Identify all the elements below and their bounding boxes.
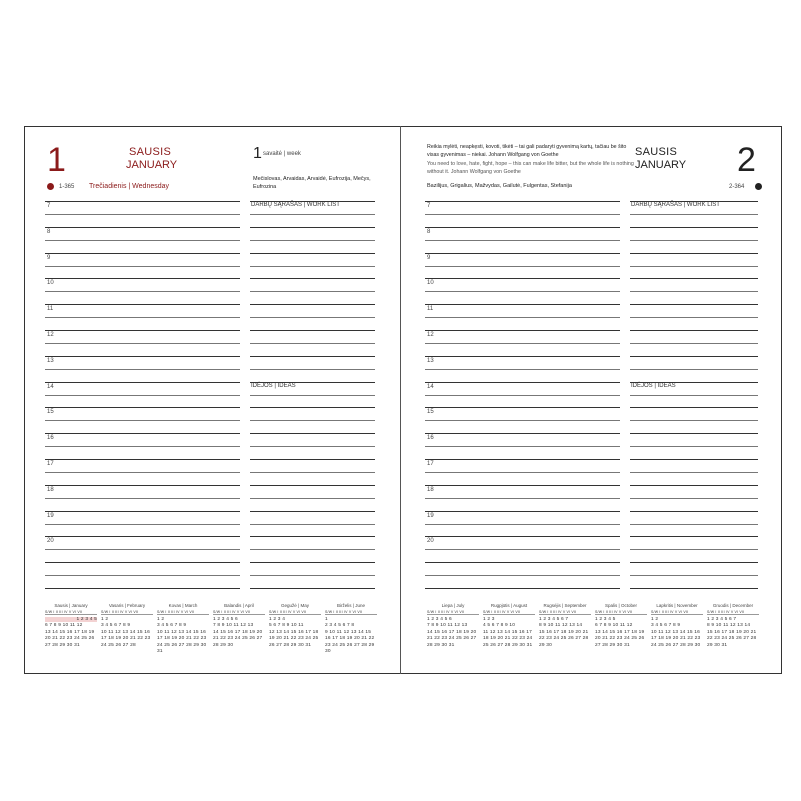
writing-line bbox=[630, 214, 758, 215]
mini-calendar-weekdays: S/W I II III IV V VI VII bbox=[101, 610, 153, 615]
diary-spread bbox=[24, 126, 782, 674]
writing-line bbox=[630, 304, 758, 305]
writing-line bbox=[630, 511, 758, 512]
writing-line bbox=[45, 382, 240, 383]
mini-calendar-title: Balandis | April bbox=[224, 603, 254, 608]
namedays: Bazilijus, Grigalius, Mažvydas, Gailutė, Fulgentas, Stefanija bbox=[427, 183, 572, 189]
hour-label: 9 bbox=[47, 254, 51, 261]
worklist-label: DARBŲ SĄRAŠAS | WORK LIST bbox=[631, 202, 720, 208]
weekday: Trečiadienis | Wednesday bbox=[89, 183, 170, 190]
writing-line bbox=[250, 485, 375, 486]
mini-calendar-weekdays: S/W I II III IV V VI VII bbox=[707, 610, 759, 615]
mini-calendar-week: 4 5 6 7 8 9 10 bbox=[483, 623, 516, 628]
mini-calendar-week: 30 bbox=[325, 649, 331, 654]
writing-line bbox=[45, 407, 240, 408]
writing-line bbox=[250, 201, 375, 202]
writing-line bbox=[425, 459, 620, 460]
writing-line bbox=[630, 524, 758, 525]
writing-line bbox=[45, 253, 240, 254]
mini-calendar-week: 1 2 3 4 5 6 7 bbox=[539, 616, 569, 622]
mini-calendar bbox=[427, 603, 479, 648]
mini-calendar-week: 21 22 23 24 25 26 27 bbox=[427, 636, 477, 641]
mini-calendar-title: Kovas | March bbox=[168, 603, 198, 608]
writing-line bbox=[425, 498, 620, 499]
mini-calendar bbox=[707, 603, 759, 648]
writing-line bbox=[45, 214, 240, 215]
writing-line bbox=[250, 266, 375, 267]
mini-calendar bbox=[269, 603, 321, 648]
mini-calendar-title: Spalis | October bbox=[605, 603, 637, 608]
mini-calendar bbox=[539, 603, 591, 648]
mini-calendar-week: 24 25 26 27 28 bbox=[101, 642, 136, 648]
mini-calendar-week: 29 30 bbox=[539, 642, 553, 648]
mini-calendar-week: 3 4 5 6 7 8 9 bbox=[651, 623, 681, 628]
mini-calendar-week: 15 16 17 18 19 20 21 bbox=[707, 629, 757, 635]
writing-line bbox=[630, 472, 758, 473]
writing-line bbox=[250, 304, 375, 305]
writing-line bbox=[250, 407, 375, 408]
writing-line bbox=[630, 562, 758, 563]
month-en: JANUARY bbox=[635, 159, 687, 171]
writing-line bbox=[630, 253, 758, 254]
writing-line bbox=[250, 382, 375, 383]
writing-line bbox=[45, 356, 240, 357]
mini-calendar-week: 8 9 10 11 12 13 14 bbox=[539, 623, 583, 628]
mini-calendar-title: Vasaris | February bbox=[108, 603, 146, 608]
worklist-label: DARBŲ SĄRAŠAS | WORK LIST bbox=[251, 202, 340, 208]
quote-lt: Reikia mylėti, neapkęsti, kovoti, tikėti – tai gali padaryti gyvenimą kartų, tačiau be šito visas gyvenimas – niekai. Johann Wolfgang von Goethe bbox=[427, 144, 627, 158]
writing-line bbox=[45, 291, 240, 292]
hour-label: 10 bbox=[427, 280, 434, 287]
mini-calendar-week: 13 14 15 16 17 18 19 bbox=[45, 629, 95, 635]
mini-calendar-week: 22 23 24 25 26 27 28 bbox=[707, 636, 757, 641]
writing-line bbox=[630, 317, 758, 318]
mini-calendar-weekdays: S/W I II III IV V VI VII bbox=[539, 610, 591, 615]
mini-calendar bbox=[325, 603, 377, 654]
mini-calendar-weekdays: S/W I II III IV V VI VII bbox=[45, 610, 97, 615]
mini-calendar-week: 5 6 7 8 9 10 11 bbox=[269, 623, 304, 628]
writing-line bbox=[425, 369, 620, 370]
writing-line bbox=[45, 266, 240, 267]
writing-line bbox=[630, 485, 758, 486]
mini-calendar-week: 7 8 9 10 11 12 13 bbox=[213, 623, 254, 628]
mini-calendar-title: Birželis | June bbox=[337, 603, 365, 608]
hour-label: 11 bbox=[47, 306, 54, 313]
writing-line bbox=[630, 369, 758, 370]
hour-label: 8 bbox=[427, 228, 431, 235]
mini-calendar-title: Sausis | January bbox=[54, 603, 88, 608]
day-of-year: 2-364 bbox=[729, 184, 745, 190]
mini-calendar-weekdays: S/W I II III IV V VI VII bbox=[269, 610, 321, 615]
hour-label: 16 bbox=[47, 435, 54, 442]
day-number: 2 bbox=[737, 141, 756, 179]
mini-calendar-week: 20 21 22 23 24 25 26 bbox=[595, 636, 645, 641]
writing-line bbox=[250, 562, 375, 563]
writing-line bbox=[425, 278, 620, 279]
hour-label: 13 bbox=[427, 357, 434, 364]
mini-calendar-week: 7 8 9 10 11 12 13 bbox=[427, 623, 468, 628]
writing-line bbox=[45, 433, 240, 434]
right-page bbox=[403, 127, 781, 672]
writing-line bbox=[630, 536, 758, 537]
writing-line bbox=[425, 575, 620, 576]
mini-calendar-week: 1 2 3 4 5 bbox=[595, 616, 616, 622]
writing-line bbox=[250, 588, 375, 589]
mini-calendar bbox=[595, 603, 647, 648]
writing-line bbox=[45, 536, 240, 537]
writing-line bbox=[630, 343, 758, 344]
mini-calendar-week: 17 18 19 20 21 22 23 bbox=[101, 636, 151, 641]
writing-line bbox=[425, 227, 620, 228]
hour-label: 9 bbox=[427, 254, 431, 261]
writing-line bbox=[425, 395, 620, 396]
writing-line bbox=[630, 498, 758, 499]
mini-calendar-week: 1 2 bbox=[157, 616, 165, 622]
mini-calendar-week: 1 2 3 4 5 6 7 bbox=[707, 616, 737, 622]
writing-line bbox=[45, 395, 240, 396]
mini-calendar-title: Gruodis | December bbox=[712, 603, 754, 608]
writing-line bbox=[425, 407, 620, 408]
writing-line bbox=[425, 330, 620, 331]
writing-line bbox=[425, 317, 620, 318]
mini-calendar bbox=[45, 603, 97, 648]
writing-line bbox=[45, 420, 240, 421]
mini-calendar-week: 1 2 3 bbox=[483, 616, 495, 622]
writing-line bbox=[45, 472, 240, 473]
writing-line bbox=[630, 433, 758, 434]
mini-calendar-weekdays: S/W I II III IV V VI VII bbox=[213, 610, 265, 615]
hour-label: 20 bbox=[47, 538, 54, 545]
mini-calendar bbox=[213, 603, 265, 648]
hour-label: 12 bbox=[47, 332, 54, 338]
hour-label: 15 bbox=[47, 409, 54, 416]
mini-calendar-week: 10 11 12 13 14 15 16 bbox=[651, 629, 700, 635]
mini-calendar-week: 20 21 22 23 24 25 26 bbox=[45, 636, 95, 641]
left-page bbox=[25, 127, 403, 672]
namedays: Mečislovas, Arvaidas, Arvaidė, Eufrozija, Mečys, Eufrozina bbox=[253, 176, 371, 190]
mini-calendar-weekdays: S/W I II III IV V VI VII bbox=[157, 610, 209, 615]
writing-line bbox=[250, 227, 375, 228]
writing-line bbox=[250, 549, 375, 550]
writing-line bbox=[45, 317, 240, 318]
writing-line bbox=[45, 330, 240, 331]
mini-calendar-weekdays: S/W I II III IV V VI VII bbox=[427, 610, 479, 615]
writing-line bbox=[425, 433, 620, 434]
writing-line bbox=[45, 446, 240, 447]
writing-line bbox=[250, 446, 375, 447]
writing-line bbox=[250, 420, 375, 421]
writing-line bbox=[250, 240, 375, 241]
mini-calendar-weekdays: S/W I II III IV V VI VII bbox=[595, 610, 647, 615]
hour-label: 17 bbox=[47, 461, 54, 467]
mini-calendar-week: 23 24 25 26 27 28 29 bbox=[325, 642, 375, 648]
writing-line bbox=[250, 433, 375, 434]
hour-label: 19 bbox=[427, 512, 434, 519]
mini-calendar bbox=[651, 603, 703, 648]
writing-line bbox=[250, 317, 375, 318]
mini-calendar-week: 1 2 bbox=[101, 616, 109, 622]
hour-label: 11 bbox=[427, 306, 434, 313]
writing-line bbox=[250, 524, 375, 525]
writing-line bbox=[250, 498, 375, 499]
mini-calendar-title: Lapkritis | November bbox=[656, 603, 698, 608]
mini-calendar-week: 27 28 29 30 31 bbox=[595, 642, 630, 648]
mini-calendar-week: 10 11 12 13 14 15 16 bbox=[101, 629, 150, 635]
writing-line bbox=[45, 201, 240, 202]
writing-line bbox=[45, 498, 240, 499]
writing-line bbox=[630, 459, 758, 460]
writing-line bbox=[425, 382, 620, 383]
hour-label: 12 bbox=[427, 332, 434, 338]
writing-line bbox=[425, 588, 620, 589]
writing-line bbox=[425, 511, 620, 512]
writing-line bbox=[630, 201, 758, 202]
mini-calendar-week: 28 29 30 31 bbox=[427, 642, 455, 648]
mini-calendar-weekdays: S/W I II III IV V VI VII bbox=[651, 610, 703, 615]
mini-calendar bbox=[483, 603, 535, 648]
mini-calendar-week: 12 13 14 15 16 17 18 bbox=[269, 629, 319, 635]
writing-line bbox=[45, 511, 240, 512]
mini-calendar-weekdays: S/W I II III IV V VI VII bbox=[483, 610, 535, 615]
writing-line bbox=[250, 214, 375, 215]
mini-calendar-week: 25 26 27 28 29 30 31 bbox=[483, 642, 533, 648]
mini-calendar-week: 15 16 17 18 19 20 21 bbox=[539, 629, 589, 635]
hour-label: 20 bbox=[427, 538, 434, 545]
mini-calendar-week: 28 29 30 bbox=[213, 642, 234, 648]
writing-line bbox=[425, 524, 620, 525]
mini-calendar-week: 26 27 28 29 30 31 bbox=[269, 642, 312, 648]
mini-calendar-title: Rugsėjis | September bbox=[543, 603, 587, 608]
week-label: savaitė | week bbox=[263, 151, 301, 157]
mini-calendar-week: 14 15 16 17 18 19 20 bbox=[213, 629, 263, 635]
mini-calendar-week: 11 12 13 14 15 16 17 bbox=[483, 629, 532, 635]
writing-line bbox=[630, 446, 758, 447]
writing-line bbox=[425, 472, 620, 473]
month-lt: SAUSIS bbox=[129, 146, 172, 158]
week-number: 1 bbox=[253, 145, 262, 162]
writing-line bbox=[250, 472, 375, 473]
hour-label: 8 bbox=[47, 228, 51, 235]
mini-calendar-week: 17 18 19 20 21 22 23 bbox=[651, 636, 701, 641]
writing-line bbox=[45, 240, 240, 241]
day-of-year: 1-365 bbox=[59, 184, 75, 190]
day-dot-icon bbox=[755, 183, 762, 190]
hour-label: 18 bbox=[427, 486, 434, 493]
writing-line bbox=[425, 356, 620, 357]
writing-line bbox=[45, 588, 240, 589]
writing-line bbox=[250, 253, 375, 254]
hour-label: 16 bbox=[427, 435, 434, 442]
book-spine bbox=[400, 126, 401, 674]
mini-calendar-week: 17 18 19 20 21 22 23 bbox=[157, 636, 207, 641]
writing-line bbox=[630, 382, 758, 383]
writing-line bbox=[630, 588, 758, 589]
writing-line bbox=[630, 575, 758, 576]
writing-line bbox=[45, 304, 240, 305]
mini-calendar-week: 13 14 15 16 17 18 19 bbox=[595, 629, 645, 635]
writing-line bbox=[250, 395, 375, 396]
mini-calendar-week: 1 2 3 4 5 6 bbox=[427, 616, 452, 622]
writing-line bbox=[630, 240, 758, 241]
writing-line bbox=[45, 227, 240, 228]
mini-calendar-week: 27 28 29 30 31 bbox=[45, 642, 80, 648]
mini-calendar-week: 6 7 8 9 10 11 12 bbox=[45, 623, 83, 628]
writing-line bbox=[250, 343, 375, 344]
hour-label: 13 bbox=[47, 357, 54, 364]
writing-line bbox=[45, 459, 240, 460]
mini-calendar-week: 3 4 5 6 7 8 9 bbox=[157, 623, 187, 628]
mini-calendar-week: 19 20 21 22 23 24 25 bbox=[269, 636, 319, 641]
ideas-label: IDĖJOS | IDEAS bbox=[631, 383, 676, 389]
mini-calendar-week: 18 19 20 21 22 23 24 bbox=[483, 636, 533, 641]
writing-line bbox=[425, 214, 620, 215]
day-number: 1 bbox=[47, 141, 66, 179]
writing-line bbox=[425, 485, 620, 486]
writing-line bbox=[630, 266, 758, 267]
writing-line bbox=[250, 356, 375, 357]
hour-label: 14 bbox=[47, 383, 54, 390]
writing-line bbox=[45, 369, 240, 370]
writing-line bbox=[425, 343, 620, 344]
writing-line bbox=[630, 407, 758, 408]
writing-line bbox=[425, 536, 620, 537]
hour-label: 7 bbox=[427, 203, 431, 209]
ideas-label: IDĖJOS | IDEAS bbox=[251, 383, 296, 389]
writing-line bbox=[630, 395, 758, 396]
writing-line bbox=[250, 330, 375, 331]
mini-calendar-week: 24 25 26 27 28 29 30 bbox=[651, 642, 701, 648]
mini-calendar-week: 6 7 8 9 10 11 12 bbox=[595, 623, 633, 628]
writing-line bbox=[425, 253, 620, 254]
mini-calendar-title: Gegužė | May bbox=[281, 603, 309, 608]
hour-label: 10 bbox=[47, 280, 54, 287]
month-lt: SAUSIS bbox=[635, 146, 678, 158]
mini-calendar-week: 1 2 bbox=[651, 616, 659, 622]
mini-calendar-title: Liepa | July bbox=[441, 603, 465, 608]
hour-label: 17 bbox=[427, 461, 434, 467]
mini-calendar-week: 31 bbox=[157, 649, 163, 654]
writing-line bbox=[630, 549, 758, 550]
writing-line bbox=[630, 291, 758, 292]
writing-line bbox=[45, 562, 240, 563]
mini-calendar-week: 1 2 3 4 bbox=[269, 616, 286, 622]
writing-line bbox=[425, 420, 620, 421]
writing-line bbox=[425, 201, 620, 202]
mini-calendar-week: 1 2 3 4 5 bbox=[45, 617, 97, 622]
writing-line bbox=[250, 459, 375, 460]
mini-calendar-title: Rugpjūtis | August bbox=[490, 603, 528, 608]
mini-calendar-week: 14 15 16 17 18 19 20 bbox=[427, 629, 477, 635]
writing-line bbox=[630, 356, 758, 357]
writing-line bbox=[250, 291, 375, 292]
writing-line bbox=[45, 278, 240, 279]
writing-line bbox=[45, 485, 240, 486]
writing-line bbox=[425, 291, 620, 292]
mini-calendar-week: 16 17 18 19 20 21 22 bbox=[325, 636, 375, 641]
writing-line bbox=[250, 511, 375, 512]
mini-calendar-week: 29 30 31 bbox=[707, 642, 728, 648]
writing-line bbox=[45, 524, 240, 525]
writing-line bbox=[630, 420, 758, 421]
writing-line bbox=[45, 549, 240, 550]
writing-line bbox=[250, 536, 375, 537]
mini-calendar bbox=[101, 603, 153, 648]
mini-calendar-week: 24 25 26 27 28 29 30 bbox=[157, 642, 207, 648]
writing-line bbox=[45, 575, 240, 576]
mini-calendar-week: 22 23 24 25 26 27 28 bbox=[539, 636, 589, 641]
mini-calendar-week: 1 2 3 4 5 6 bbox=[213, 616, 238, 622]
writing-line bbox=[425, 266, 620, 267]
mini-calendar-weekdays: S/W I II III IV V VI VII bbox=[325, 610, 377, 615]
mini-calendar-week: 10 11 12 13 14 15 16 bbox=[157, 629, 206, 635]
hour-label: 15 bbox=[427, 409, 434, 416]
writing-line bbox=[250, 575, 375, 576]
hour-label: 7 bbox=[47, 203, 51, 209]
writing-line bbox=[425, 240, 620, 241]
mini-calendar-week: 2 3 4 5 6 7 8 bbox=[325, 623, 355, 628]
mini-calendar-week: 8 9 10 11 12 13 14 bbox=[707, 623, 751, 628]
mini-calendar-week: 21 22 23 24 25 26 27 bbox=[213, 636, 263, 641]
mini-calendar bbox=[157, 603, 209, 654]
writing-line bbox=[250, 369, 375, 370]
writing-line bbox=[630, 227, 758, 228]
mini-calendar-week: 3 4 5 6 7 8 9 bbox=[101, 623, 131, 628]
mini-calendar-week: 1 bbox=[325, 616, 328, 622]
hour-label: 14 bbox=[427, 383, 434, 390]
writing-line bbox=[45, 343, 240, 344]
day-dot-icon bbox=[47, 183, 54, 190]
hour-label: 19 bbox=[47, 512, 54, 519]
quote-en: You need to love, hate, fight, hope – this can make life bitter, but the whole life is nothing without it. Johann Wolfgang von Goethe bbox=[427, 161, 634, 175]
writing-line bbox=[630, 278, 758, 279]
month-en: JANUARY bbox=[126, 159, 178, 171]
mini-calendar-week: 9 10 11 12 13 14 15 bbox=[325, 629, 372, 635]
writing-line bbox=[425, 562, 620, 563]
writing-line bbox=[425, 446, 620, 447]
writing-line bbox=[250, 278, 375, 279]
writing-line bbox=[425, 304, 620, 305]
hour-label: 18 bbox=[47, 486, 54, 493]
writing-line bbox=[425, 549, 620, 550]
writing-line bbox=[630, 330, 758, 331]
